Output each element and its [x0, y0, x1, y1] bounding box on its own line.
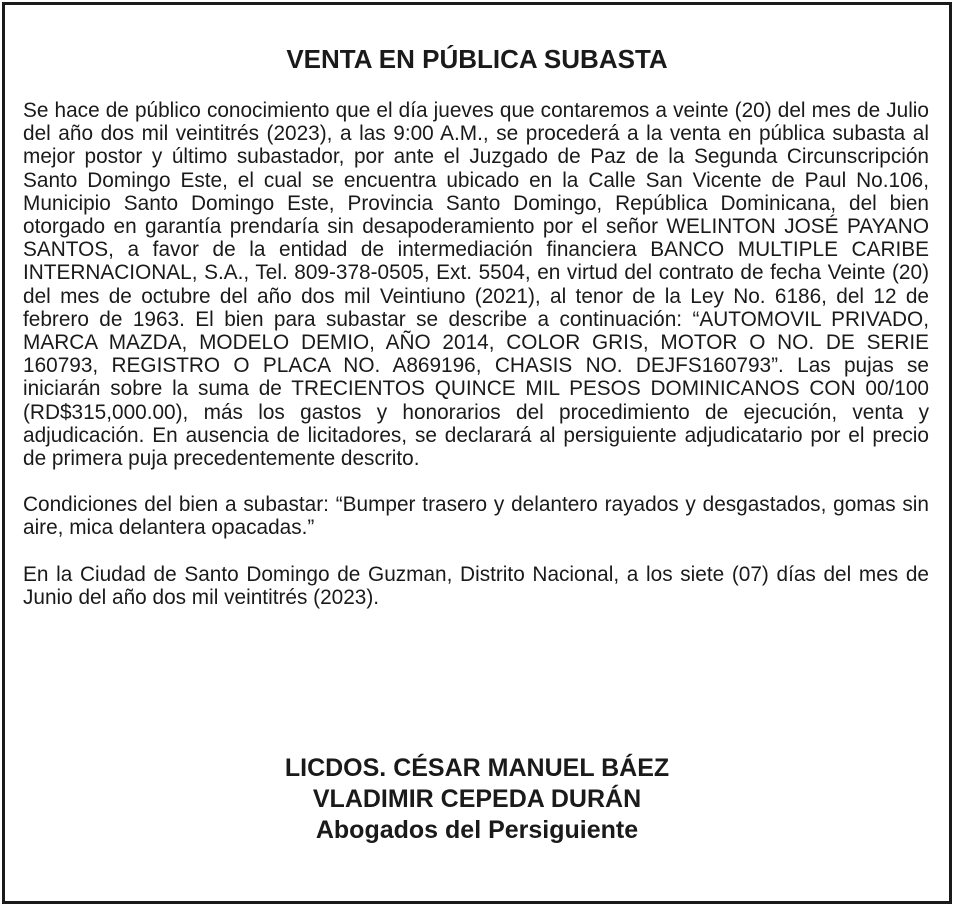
signature-block: [5, 753, 949, 846]
notice-title: VENTA EN PÚBLICA SUBASTA: [286, 44, 668, 74]
auction-details-paragraph: Se hace de público conocimiento que el día jueves que contaremos a veinte (20) del mes de Julio del año dos mil veintitrés (2023), a las 9:00 A.M., se procederá a la venta en pública subasta al mejor postor y último subastador, por ante el Juzgado de Paz de la Segunda Circunscripción Santo Domingo Este, el cual se encuentra ubicado en la Calle San Vicente de Paul No.106, Municipio Santo Domingo Este, Provincia Santo Domingo, República Dominicana, del bien otorgado en garantía prendaría sin desapoderamiento por el señor WELINTON JOSÉ PAYANO SANTOS, a favor de la entidad de intermediación financiera BANCO MULTIPLE CARIBE INTERNACIONAL, S.A., Tel. 809-378-0505, Ext. 5504, en virtud del contrato de fecha Veinte (20) del mes de octubre del año dos mil Veintiuno (2021), al tenor de la Ley No. 6186, del 12 de febrero de 1963. El bien para subastar se describe a continuación: “AUTOMOVIL PRIVADO, MARCA MAZDA, MODELO DEMIO, AÑO 2014, COLOR GRIS, MOTOR O NO. DE SERIE 160793, REGISTRO O PLACA NO. A869196, CHASIS NO. DEJFS160793”. Las pujas se iniciarán sobre la suma de TRECIENTOS QUINCE MIL PESOS DOMINICANOS CON 00/100 (RD$315,000.00), más los gastos y honorarios del procedimiento de ejecución, venta y adjudicación. En ausencia de licitadores, se declarará al persiguiente adjudicatario por el precio de primera puja precedentemente descrito.: [23, 99, 929, 471]
notice-frame: [2, 2, 952, 904]
signature-attorney-1: LICDOS. CÉSAR MANUEL BÁEZ: [284, 754, 670, 782]
place-date-paragraph: En la Ciudad de Santo Domingo de Guzman, Distrito Nacional, a los siete (07) días del mes de Junio del año dos mil veintitrés (2023).: [23, 562, 929, 609]
item-conditions-paragraph: Condiciones del bien a subastar: “Bumper trasero y delantero rayados y desgastados, gomas sin aire, mica delantera opacadas.”: [23, 493, 929, 540]
signature-attorney-2: VLADIMIR CEPEDA DURÁN: [312, 785, 642, 813]
notice-body: [23, 99, 929, 609]
signature-role: Abogados del Persiguiente: [315, 816, 639, 844]
